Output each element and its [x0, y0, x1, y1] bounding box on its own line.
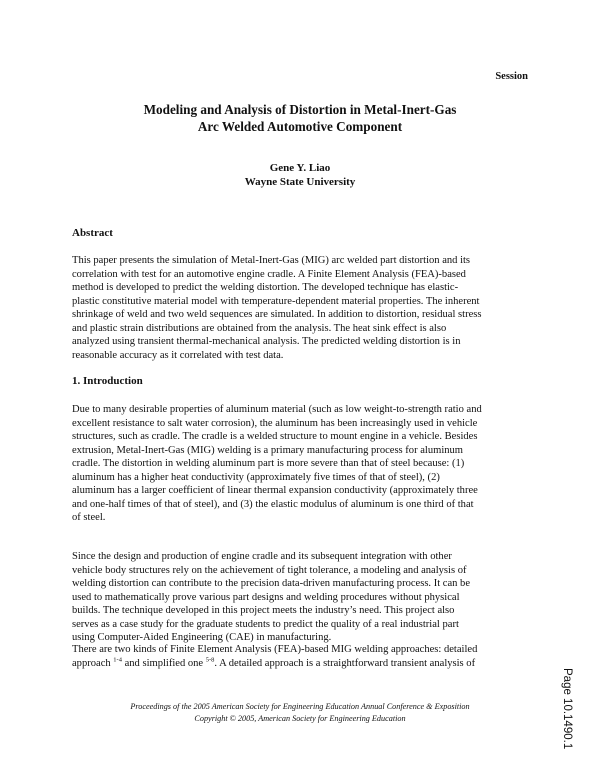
author-affiliation: Wayne State University: [244, 176, 356, 188]
introduction-heading: 1. Introduction: [72, 375, 143, 387]
text-fragment: and simplified one: [121, 657, 206, 669]
abstract-line: This paper presents the simulation of Metal-Inert-Gas (MIG) arc welded part distortion and its: [72, 255, 471, 266]
page-number: Page 10.1490.1: [561, 668, 573, 750]
abstract-line: shrinkage of weld and two weld sequences are simulated. In addition to distortion, residual stress: [72, 309, 482, 320]
abstract-paragraph: [72, 254, 530, 362]
intro-line: builds. The technique developed in this project meets the industry’s need. This project also: [72, 605, 455, 616]
intro-line: used to mathematically prove various part designs and welding procedures without physical: [72, 591, 460, 603]
intro-line: excellent resistance to salt water corrosion), the aluminum has been increasingly used in vehicle: [72, 417, 478, 429]
abstract-line: and plastic strain distributions are obtained from the analysis. The heat sink effect is also: [72, 322, 447, 334]
title-line-1: Modeling and Analysis of Distortion in Metal-Inert-Gas: [143, 102, 457, 117]
abstract-line: correlation with test for an automotive engine cradle. A Finite Element Analysis (FEA)-based: [72, 268, 466, 280]
intro-line: structures, such as cradle. The cradle is a welded structure to mount engine in a vehicle. Besides: [72, 431, 478, 442]
paper-title: [0, 101, 600, 135]
abstract-line: analyzed using transient thermal-mechanical analysis. The predicted welding distortion is in: [72, 336, 461, 347]
intro-line: aluminum has a larger coefficient of linear thermal expansion conductivity (approximately three: [72, 485, 478, 496]
intro-line: using Computer-Aided Engineering (CAE) in manufacturing.: [72, 632, 332, 643]
abstract-line: reasonable accuracy as it correlated with test data.: [72, 349, 284, 361]
intro-line: There are two kinds of Finite Element Analysis (FEA)-based MIG welding approaches: detailed: [72, 644, 478, 655]
intro-line: and one-half times of that of steel), and (3) the elastic modulus of aluminum is one third of that: [72, 498, 474, 510]
intro-line: Due to many desirable properties of aluminum material (such as low weight-to-strength ratio and: [72, 404, 482, 415]
session-label: Session: [495, 71, 528, 82]
footer-copyright: Copyright © 2005, American Society for Engineering Education: [194, 714, 406, 723]
intro-line: extrusion, Metal-Inert-Gas (MIG) welding is a primary manufacturing process for aluminum: [72, 444, 464, 456]
introduction-paragraph-1: [72, 403, 530, 525]
author-name: Gene Y. Liao: [269, 162, 331, 174]
footer-proceedings: Proceedings of the 2005 American Society for Engineering Education Annual Conference & Exposition: [130, 702, 470, 711]
abstract-line: plastic constitutive material model with temperature-dependent material properties. The inherent: [72, 295, 480, 307]
abstract-line: method is developed to predict the welding distortion. The developed technique has elastic-: [72, 282, 459, 293]
intro-line: aluminum has a higher heat conductivity (approximately five times of that of steel), (2): [72, 471, 440, 483]
introduction-paragraph-3: [72, 643, 530, 670]
introduction-paragraph-2: [72, 550, 530, 645]
intro-line: of steel.: [72, 512, 106, 523]
citation-superscript: 1-4: [113, 655, 122, 663]
citation-superscript: 5-8: [205, 655, 215, 663]
intro-line: Since the design and production of engine cradle and its subsequent integration with other: [72, 551, 452, 562]
text-fragment: approach: [72, 657, 114, 669]
intro-line: cradle. The distortion in welding aluminum part is more severe than that of steel because: (1): [72, 458, 465, 469]
abstract-heading: Abstract: [72, 227, 113, 239]
intro-line: [72, 657, 530, 671]
intro-line: serves as a case study for the graduate students to predict the quality of a real industrial part: [72, 618, 459, 630]
intro-line: vehicle body structures rely on the achievement of tight tolerance, a modeling and analysis of: [72, 564, 467, 576]
text-fragment: . A detailed approach is a straightforward transient analysis of: [214, 657, 476, 669]
author-block: [0, 161, 600, 189]
page-footer: [0, 701, 600, 725]
title-line-2: Arc Welded Automotive Component: [197, 119, 403, 134]
intro-line: welding distortion can contribute to the precision data-driven manufacturing process. It can be: [72, 578, 471, 589]
